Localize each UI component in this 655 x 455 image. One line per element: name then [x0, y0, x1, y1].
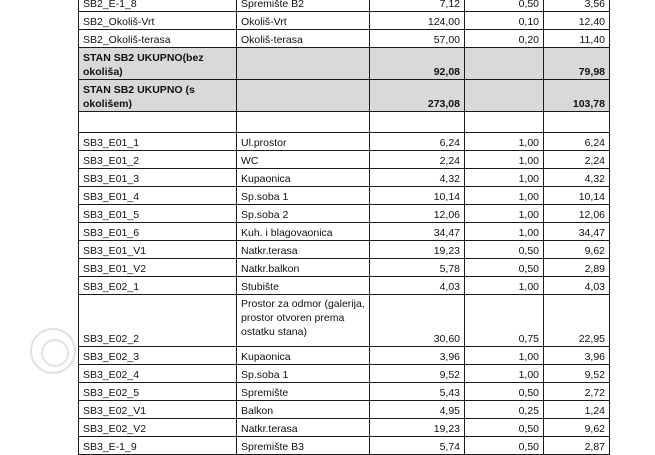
table-row — [79, 295, 610, 347]
room-code-cell: SB2_E-1_8 — [79, 0, 237, 12]
room-name-cell: Kupaonica — [237, 169, 370, 187]
table-row — [79, 259, 610, 277]
area-cell: 57,00 — [370, 30, 465, 48]
result-cell: 10,14 — [544, 187, 610, 205]
coefficient-cell: 1,00 — [465, 205, 544, 223]
area-cell: 124,00 — [370, 12, 465, 30]
result-cell: 2,72 — [544, 383, 610, 401]
area-cell: 6,24 — [370, 133, 465, 151]
result-cell: 3,96 — [544, 347, 610, 365]
coefficient-cell: 0,50 — [465, 241, 544, 259]
room-code-cell: SB3_E01_1 — [79, 133, 237, 151]
coefficient-cell: 1,00 — [465, 223, 544, 241]
area-cell: 9,52 — [370, 365, 465, 383]
empty-cell — [465, 112, 544, 133]
table-row — [79, 347, 610, 365]
result-cell: 4,32 — [544, 169, 610, 187]
room-code-cell: SB3_E01_6 — [79, 223, 237, 241]
room-name-cell: Kupaonica — [237, 347, 370, 365]
area-cell: 4,32 — [370, 169, 465, 187]
blank-row — [79, 112, 610, 133]
room-name-cell: WC — [237, 151, 370, 169]
room-name-cell: Okoliš-terasa — [237, 30, 370, 48]
empty-cell — [465, 80, 544, 112]
table-row — [79, 419, 610, 437]
result-cell: 1,24 — [544, 401, 610, 419]
area-cell: 10,14 — [370, 187, 465, 205]
room-code-cell: SB3_E02_V2 — [79, 419, 237, 437]
coefficient-cell: 1,00 — [465, 187, 544, 205]
empty-cell — [79, 112, 237, 133]
empty-cell — [370, 112, 465, 133]
area-cell: 34,47 — [370, 223, 465, 241]
empty-cell — [237, 112, 370, 133]
area-cell: 30,60 — [370, 295, 465, 347]
room-name-cell: Spremište B3 — [237, 437, 370, 455]
room-name-cell: Sp.soba 1 — [237, 365, 370, 383]
result-cell: 6,24 — [544, 133, 610, 151]
room-name-cell: Kuh. i blagovaonica — [237, 223, 370, 241]
result-cell: 9,62 — [544, 241, 610, 259]
empty-cell — [237, 48, 370, 80]
table-row — [79, 437, 610, 455]
table-row — [79, 133, 610, 151]
room-code-cell: SB3_E01_3 — [79, 169, 237, 187]
result-cell: 2,89 — [544, 259, 610, 277]
room-name-cell: Spremište B2 — [237, 0, 370, 12]
table-row — [79, 383, 610, 401]
coefficient-cell: 0,50 — [465, 419, 544, 437]
room-name-cell: Balkon — [237, 401, 370, 419]
area-cell: 7,12 — [370, 0, 465, 12]
result-cell: 103,78 — [544, 80, 610, 112]
area-cell: 19,23 — [370, 419, 465, 437]
room-code-cell: SB2_Okoliš-terasa — [79, 30, 237, 48]
room-name-cell: Ul.prostor — [237, 133, 370, 151]
area-cell: 273,08 — [370, 80, 465, 112]
table-row — [79, 401, 610, 419]
summary-label-cell: STAN SB2 UKUPNO(bez okoliša) — [79, 48, 237, 80]
result-cell: 2,87 — [544, 437, 610, 455]
area-cell: 3,96 — [370, 347, 465, 365]
room-code-cell: SB3_E02_1 — [79, 277, 237, 295]
room-name-cell: Natkr.terasa — [237, 419, 370, 437]
summary-row — [79, 80, 610, 112]
coefficient-cell: 0,10 — [465, 12, 544, 30]
result-cell: 34,47 — [544, 223, 610, 241]
area-cell: 4,95 — [370, 401, 465, 419]
room-code-cell: SB3_E01_2 — [79, 151, 237, 169]
result-cell: 12,40 — [544, 12, 610, 30]
table-row — [79, 169, 610, 187]
area-cell: 2,24 — [370, 151, 465, 169]
area-cell: 5,43 — [370, 383, 465, 401]
room-name-cell: Okoliš-Vrt — [237, 12, 370, 30]
room-code-cell: SB3_E01_4 — [79, 187, 237, 205]
area-cell: 4,03 — [370, 277, 465, 295]
table-row — [79, 151, 610, 169]
result-cell: 9,52 — [544, 365, 610, 383]
table-row — [79, 277, 610, 295]
coefficient-cell: 0,50 — [465, 383, 544, 401]
area-cell: 12,06 — [370, 205, 465, 223]
room-name-cell: Prostor za odmor (galerija, prostor otvoren prema ostatku stana) — [237, 295, 370, 347]
room-code-cell: SB2_Okoliš-Vrt — [79, 12, 237, 30]
coefficient-cell: 1,00 — [465, 151, 544, 169]
result-cell: 22,95 — [544, 295, 610, 347]
summary-row — [79, 48, 610, 80]
room-name-cell: Natkr.balkon — [237, 259, 370, 277]
area-cell: 5,74 — [370, 437, 465, 455]
area-table-body — [79, 0, 610, 455]
table-row — [79, 0, 610, 12]
room-code-cell: SB3_E02_5 — [79, 383, 237, 401]
coefficient-cell: 0,50 — [465, 0, 544, 12]
table-row — [79, 365, 610, 383]
empty-cell — [465, 48, 544, 80]
summary-label-cell: STAN SB2 UKUPNO (s okolišem) — [79, 80, 237, 112]
table-row — [79, 30, 610, 48]
result-cell: 79,98 — [544, 48, 610, 80]
room-name-cell: Stubište — [237, 277, 370, 295]
coefficient-cell: 0,50 — [465, 259, 544, 277]
area-cell: 5,78 — [370, 259, 465, 277]
room-code-cell: SB3_E01_V2 — [79, 259, 237, 277]
area-cell: 92,08 — [370, 48, 465, 80]
coefficient-cell: 1,00 — [465, 347, 544, 365]
table-row — [79, 187, 610, 205]
table-row — [79, 241, 610, 259]
empty-cell — [544, 112, 610, 133]
table-row — [79, 205, 610, 223]
coefficient-cell: 1,00 — [465, 133, 544, 151]
room-name-cell: Sp.soba 2 — [237, 205, 370, 223]
result-cell: 12,06 — [544, 205, 610, 223]
coefficient-cell: 1,00 — [465, 169, 544, 187]
room-name-cell: Natkr.terasa — [237, 241, 370, 259]
coefficient-cell: 1,00 — [465, 365, 544, 383]
result-cell: 2,24 — [544, 151, 610, 169]
room-code-cell: SB3_E02_V1 — [79, 401, 237, 419]
result-cell: 3,56 — [544, 0, 610, 12]
empty-cell — [237, 80, 370, 112]
room-code-cell: SB3_E02_4 — [79, 365, 237, 383]
table-row — [79, 12, 610, 30]
area-cell: 19,23 — [370, 241, 465, 259]
room-code-cell: SB3_E01_5 — [79, 205, 237, 223]
result-cell: 4,03 — [544, 277, 610, 295]
room-name-cell: Spremište — [237, 383, 370, 401]
area-table — [78, 0, 610, 455]
coefficient-cell: 0,50 — [465, 437, 544, 455]
spreadsheet-page — [78, 0, 609, 455]
room-name-cell: Sp.soba 1 — [237, 187, 370, 205]
coefficient-cell: 0,20 — [465, 30, 544, 48]
room-code-cell: SB3_E-1_9 — [79, 437, 237, 455]
result-cell: 11,40 — [544, 30, 610, 48]
coefficient-cell: 0,75 — [465, 295, 544, 347]
coefficient-cell: 1,00 — [465, 277, 544, 295]
room-code-cell: SB3_E02_3 — [79, 347, 237, 365]
result-cell: 9,62 — [544, 419, 610, 437]
table-row — [79, 223, 610, 241]
room-code-cell: SB3_E01_V1 — [79, 241, 237, 259]
coefficient-cell: 0,25 — [465, 401, 544, 419]
watermark-seal-icon — [30, 328, 76, 374]
room-code-cell: SB3_E02_2 — [79, 295, 237, 347]
